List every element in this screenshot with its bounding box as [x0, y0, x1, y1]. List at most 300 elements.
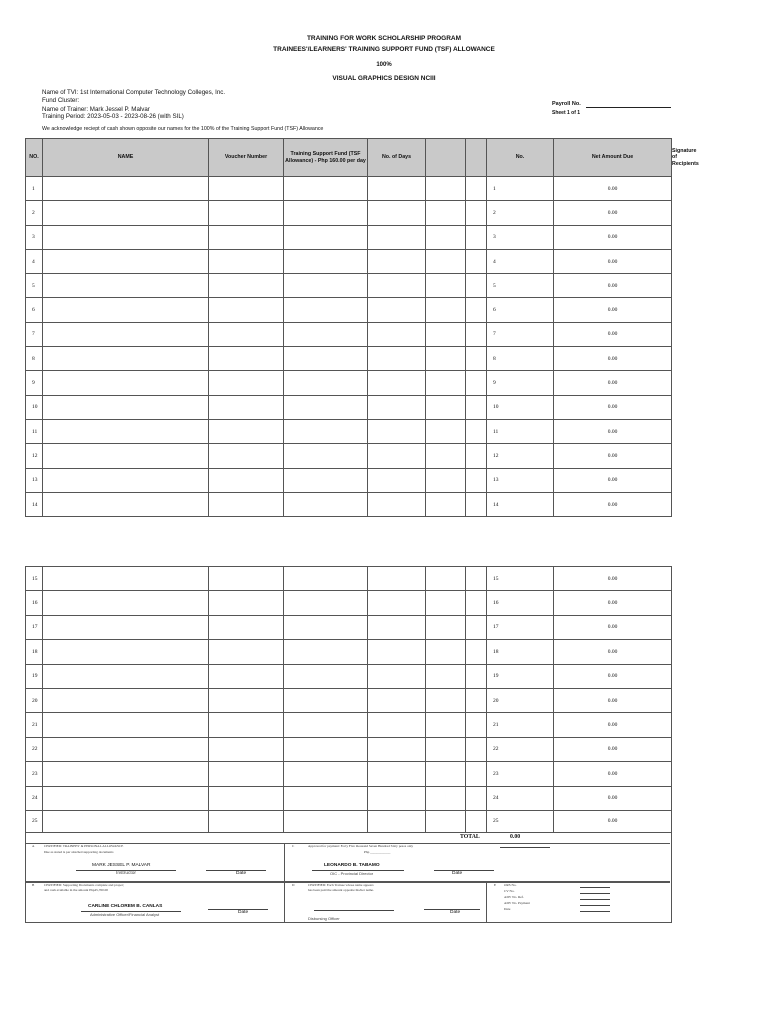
cell-days[interactable]: [368, 737, 426, 761]
cell-name[interactable]: [43, 468, 209, 492]
cell-blank-1[interactable]: [426, 395, 466, 419]
cell-name[interactable]: [43, 615, 209, 639]
cell-days[interactable]: [368, 615, 426, 639]
box-d-role: Disbursing Officer: [308, 916, 340, 921]
cell-net: 0.00: [554, 688, 672, 712]
cell-no: 2: [26, 201, 43, 225]
cell-no2: 20: [487, 688, 554, 712]
cell-blank-2[interactable]: [466, 713, 487, 737]
cell-no: 4: [26, 249, 43, 273]
cell-days[interactable]: [368, 371, 426, 395]
cell-voucher[interactable]: [209, 347, 284, 371]
cell-no2: 12: [487, 444, 554, 468]
cell-no: 8: [26, 347, 43, 371]
cell-voucher[interactable]: [209, 322, 284, 346]
cell-voucher[interactable]: [209, 786, 284, 810]
cell-name[interactable]: [43, 177, 209, 201]
cell-blank-1[interactable]: [426, 419, 466, 443]
box-e-line-3[interactable]: [580, 905, 610, 906]
cell-days[interactable]: [368, 298, 426, 322]
cell-no: 12: [26, 444, 43, 468]
cell-blank-2[interactable]: [466, 347, 487, 371]
cell-tsf[interactable]: [284, 298, 368, 322]
certification-footer: [25, 833, 672, 923]
cell-days[interactable]: [368, 419, 426, 443]
cell-blank-2[interactable]: [466, 201, 487, 225]
cell-blank-2[interactable]: [466, 810, 487, 832]
box-e-line-2[interactable]: [580, 899, 610, 900]
col-days: No. of Days: [368, 139, 426, 177]
cell-tsf[interactable]: [284, 810, 368, 832]
cell-blank-2[interactable]: [466, 664, 487, 688]
cell-net: 0.00: [554, 177, 672, 201]
cell-net: 0.00: [554, 615, 672, 639]
table-row: [26, 249, 672, 273]
table-row: [26, 762, 672, 786]
cell-no: 21: [26, 713, 43, 737]
cell-name[interactable]: [43, 762, 209, 786]
col-voucher: Voucher Number: [209, 139, 284, 177]
cell-tsf[interactable]: [284, 664, 368, 688]
box-c-letter: C: [292, 844, 295, 848]
cell-days[interactable]: [368, 468, 426, 492]
table-row: [26, 274, 672, 298]
cell-net: 0.00: [554, 201, 672, 225]
cell-tsf[interactable]: [284, 395, 368, 419]
cell-days[interactable]: [368, 444, 426, 468]
cell-net: 0.00: [554, 444, 672, 468]
cell-blank-2[interactable]: [466, 492, 487, 516]
cell-tsf[interactable]: [284, 274, 368, 298]
table-row: [26, 640, 672, 664]
cell-days[interactable]: [368, 786, 426, 810]
cell-no: 18: [26, 640, 43, 664]
cell-blank-1[interactable]: [426, 492, 466, 516]
box-d-sign-line[interactable]: [314, 910, 394, 911]
box-b-date: Date: [238, 910, 249, 915]
cell-voucher[interactable]: [209, 640, 284, 664]
box-c-php: Php ____________: [364, 850, 391, 854]
cell-blank-2[interactable]: [466, 444, 487, 468]
box-d-text2: has been paid the amount opposite his/her name.: [308, 888, 374, 892]
table-row: [26, 468, 672, 492]
cell-days[interactable]: [368, 688, 426, 712]
table-row: [26, 737, 672, 761]
cell-name[interactable]: [43, 249, 209, 273]
cell-blank-2[interactable]: [466, 615, 487, 639]
cell-voucher[interactable]: [209, 762, 284, 786]
box-e-item-1: CV No.: [504, 889, 515, 893]
cell-days[interactable]: [368, 640, 426, 664]
cell-voucher[interactable]: [209, 688, 284, 712]
cert-box-e: [486, 881, 670, 922]
cell-days[interactable]: [368, 810, 426, 832]
cell-name[interactable]: [43, 591, 209, 615]
cell-no: 3: [26, 225, 43, 249]
trainer-name: Name of Trainer: Mark Jessel P. Malvar: [42, 106, 150, 113]
cell-net: 0.00: [554, 567, 672, 591]
cell-voucher[interactable]: [209, 567, 284, 591]
cell-name[interactable]: [43, 444, 209, 468]
table-row: [26, 444, 672, 468]
cell-no2: 13: [487, 468, 554, 492]
cell-blank-2[interactable]: [466, 762, 487, 786]
cell-no2: 7: [487, 322, 554, 346]
cert-box-b: [26, 881, 285, 922]
cell-days[interactable]: [368, 322, 426, 346]
cell-blank-1[interactable]: [426, 615, 466, 639]
cell-net: 0.00: [554, 274, 672, 298]
cell-tsf[interactable]: [284, 786, 368, 810]
cell-net: 0.00: [554, 762, 672, 786]
box-e-letter: E: [494, 883, 497, 887]
cell-no2: 2: [487, 201, 554, 225]
cell-no2: 6: [487, 298, 554, 322]
table-row: [26, 713, 672, 737]
cell-name[interactable]: [43, 371, 209, 395]
cell-blank-1[interactable]: [426, 664, 466, 688]
cell-tsf[interactable]: [284, 737, 368, 761]
cell-blank-2[interactable]: [466, 274, 487, 298]
table-row: [26, 615, 672, 639]
cell-net: 0.00: [554, 640, 672, 664]
cell-no: 20: [26, 688, 43, 712]
col-blank-2: [466, 139, 487, 177]
cell-blank-2[interactable]: [466, 371, 487, 395]
cell-net: 0.00: [554, 468, 672, 492]
cell-blank-1[interactable]: [426, 249, 466, 273]
cell-blank-2[interactable]: [466, 688, 487, 712]
training-period: Training Period: 2023-05-03 - 2023-08-26 (with SIL): [42, 113, 184, 120]
payroll-label: Payroll No.: [552, 101, 581, 107]
cell-name[interactable]: [43, 786, 209, 810]
cell-blank-2[interactable]: [466, 786, 487, 810]
cell-voucher[interactable]: [209, 371, 284, 395]
table-row: [26, 492, 672, 516]
cell-no2: 4: [487, 249, 554, 273]
cell-blank-2[interactable]: [466, 298, 487, 322]
cell-no: 15: [26, 567, 43, 591]
cell-tsf[interactable]: [284, 492, 368, 516]
box-b-role: Administrative Officer/Financial Analyst: [90, 912, 160, 917]
cell-no2: 5: [487, 274, 554, 298]
cell-voucher[interactable]: [209, 713, 284, 737]
cell-tsf[interactable]: [284, 177, 368, 201]
tvi-name: Name of TVI: 1st International Computer Technology Colleges, Inc.: [42, 89, 226, 96]
box-b-letter: B: [32, 883, 35, 887]
payroll-table-part1: [25, 138, 699, 517]
box-a-text: Due as stated is per attached supporting documents: [44, 850, 114, 854]
cell-no2: 1: [487, 177, 554, 201]
cell-blank-1[interactable]: [426, 688, 466, 712]
cell-net: 0.00: [554, 225, 672, 249]
cell-name[interactable]: [43, 274, 209, 298]
allowance-title: TRAINEES'/LEARNERS' TRAINING SUPPORT FUND (TSF) ALLOWANCE: [273, 46, 495, 53]
cell-blank-2[interactable]: [466, 737, 487, 761]
cell-blank-1[interactable]: [426, 347, 466, 371]
cell-no2: 14: [487, 492, 554, 516]
cell-tsf[interactable]: [284, 225, 368, 249]
cell-blank-1[interactable]: [426, 298, 466, 322]
cell-blank-1[interactable]: [426, 640, 466, 664]
cell-voucher[interactable]: [209, 468, 284, 492]
cell-voucher[interactable]: [209, 664, 284, 688]
cell-net: 0.00: [554, 786, 672, 810]
box-e-item-4: Date: [504, 907, 511, 911]
col-no2: No.: [487, 139, 554, 177]
cell-tsf[interactable]: [284, 567, 368, 591]
cell-name[interactable]: [43, 567, 209, 591]
box-c-date: Date: [452, 871, 463, 876]
box-a-title: CERTIFIED: TRAINEES' & PERSONAL ALLOWANCE: [44, 844, 124, 848]
cell-voucher[interactable]: [209, 298, 284, 322]
cell-no: 14: [26, 492, 43, 516]
cell-name[interactable]: [43, 713, 209, 737]
cell-no2: 23: [487, 762, 554, 786]
cell-tsf[interactable]: [284, 371, 368, 395]
table-row: [26, 322, 672, 346]
cell-no: 22: [26, 737, 43, 761]
cell-tsf[interactable]: [284, 249, 368, 273]
box-a-date: Date: [236, 871, 247, 876]
cell-days[interactable]: [368, 201, 426, 225]
cell-name[interactable]: [43, 347, 209, 371]
cell-blank-1[interactable]: [426, 737, 466, 761]
cell-tsf[interactable]: [284, 591, 368, 615]
cert-box-d: [284, 881, 487, 922]
cell-blank-1[interactable]: [426, 713, 466, 737]
cell-voucher[interactable]: [209, 177, 284, 201]
cell-name[interactable]: [43, 664, 209, 688]
payroll-input-line[interactable]: [586, 107, 671, 108]
cell-blank-1[interactable]: [426, 201, 466, 225]
program-title: TRAINING FOR WORK SCHOLARSHIP PROGRAM: [306, 35, 462, 42]
cell-blank-1[interactable]: [426, 322, 466, 346]
cell-blank-1[interactable]: [426, 468, 466, 492]
cell-tsf[interactable]: [284, 347, 368, 371]
cell-tsf[interactable]: [284, 640, 368, 664]
box-e-line-4[interactable]: [580, 911, 610, 912]
cell-no: 23: [26, 762, 43, 786]
box-e-line-0[interactable]: [580, 887, 610, 888]
cell-tsf[interactable]: [284, 762, 368, 786]
cell-no2: 24: [487, 786, 554, 810]
cell-blank-2[interactable]: [466, 591, 487, 615]
box-e-item-3: ADV No. Payment: [504, 901, 530, 905]
cell-net: 0.00: [554, 492, 672, 516]
box-a-signatory: MARK JESSEL P. MALVAR: [92, 863, 151, 868]
cell-no2: 19: [487, 664, 554, 688]
cell-voucher[interactable]: [209, 274, 284, 298]
cell-blank-1[interactable]: [426, 567, 466, 591]
cell-no2: 9: [487, 371, 554, 395]
cell-no: 16: [26, 591, 43, 615]
cell-name[interactable]: [43, 395, 209, 419]
box-d-letter: D: [292, 883, 295, 887]
cell-blank-2[interactable]: [466, 640, 487, 664]
cell-days[interactable]: [368, 177, 426, 201]
total-value: 0.00: [510, 834, 521, 840]
cell-no: 6: [26, 298, 43, 322]
cell-voucher[interactable]: [209, 201, 284, 225]
box-a-letter: A: [32, 844, 35, 848]
cell-blank-2[interactable]: [466, 567, 487, 591]
cell-name[interactable]: [43, 810, 209, 832]
cell-no2: 8: [487, 347, 554, 371]
col-no: NO.: [26, 139, 43, 177]
cell-blank-2[interactable]: [466, 468, 487, 492]
cell-name[interactable]: [43, 298, 209, 322]
box-c-date-line[interactable]: [434, 870, 494, 871]
cell-net: 0.00: [554, 664, 672, 688]
cell-days[interactable]: [368, 395, 426, 419]
box-c-text: Approved for payment: Forty Five thousand Seven Hundred Sixty pesos only: [308, 844, 414, 848]
cell-blank-1[interactable]: [426, 762, 466, 786]
cell-blank-2[interactable]: [466, 249, 487, 273]
cell-blank-1[interactable]: [426, 225, 466, 249]
table-row: [26, 371, 672, 395]
qualification-title: VISUAL GRAPHICS DESIGN NCIII: [332, 75, 436, 82]
fund-cluster: Fund Cluster:: [42, 97, 80, 104]
cell-net: 0.00: [554, 810, 672, 832]
cell-no: 24: [26, 786, 43, 810]
cell-net: 0.00: [554, 249, 672, 273]
cell-voucher[interactable]: [209, 395, 284, 419]
cell-blank-1[interactable]: [426, 371, 466, 395]
col-blank-1: [426, 139, 466, 177]
cell-name[interactable]: [43, 419, 209, 443]
cell-voucher[interactable]: [209, 810, 284, 832]
box-d-date: Date: [450, 910, 461, 915]
cell-no2: 11: [487, 419, 554, 443]
table-row: [26, 664, 672, 688]
box-e-line-1[interactable]: [580, 893, 610, 894]
box-b-text1: CERTIFIED: Supporting Documents complete and proper;: [44, 883, 124, 887]
cell-days[interactable]: [368, 591, 426, 615]
cell-name[interactable]: [43, 688, 209, 712]
table-row: [26, 591, 672, 615]
cell-tsf[interactable]: [284, 201, 368, 225]
cell-no: 9: [26, 371, 43, 395]
cell-days[interactable]: [368, 225, 426, 249]
col-tsf: Training Support Fund (TSF Allowance) - Php 160.00 per day: [284, 139, 368, 177]
cell-voucher[interactable]: [209, 737, 284, 761]
cell-net: 0.00: [554, 298, 672, 322]
cell-days[interactable]: [368, 713, 426, 737]
cell-no2: 16: [487, 591, 554, 615]
cell-blank-1[interactable]: [426, 177, 466, 201]
cell-name[interactable]: [43, 225, 209, 249]
cell-no2: 15: [487, 567, 554, 591]
cell-tsf[interactable]: [284, 419, 368, 443]
cell-no: 1: [26, 177, 43, 201]
cell-blank-1[interactable]: [426, 786, 466, 810]
table-row: [26, 395, 672, 419]
cell-net: 0.00: [554, 322, 672, 346]
cell-net: 0.00: [554, 347, 672, 371]
cell-voucher[interactable]: [209, 444, 284, 468]
cell-no: 10: [26, 395, 43, 419]
table-row: [26, 786, 672, 810]
table-row: [26, 298, 672, 322]
cell-no2: 22: [487, 737, 554, 761]
cert-box-a: [26, 843, 285, 883]
table-row: [26, 567, 672, 591]
cell-blank-2[interactable]: [466, 225, 487, 249]
cell-days[interactable]: [368, 492, 426, 516]
cell-no: 11: [26, 419, 43, 443]
cell-no: 5: [26, 274, 43, 298]
cert-box-c: [284, 843, 670, 883]
cell-days[interactable]: [368, 347, 426, 371]
box-c-role: OIC - Provincial Director: [330, 871, 374, 876]
cell-name[interactable]: [43, 640, 209, 664]
cell-name[interactable]: [43, 737, 209, 761]
cell-voucher[interactable]: [209, 419, 284, 443]
cell-net: 0.00: [554, 713, 672, 737]
cell-voucher[interactable]: [209, 249, 284, 273]
cell-voucher[interactable]: [209, 591, 284, 615]
cell-tsf[interactable]: [284, 615, 368, 639]
cell-net: 0.00: [554, 591, 672, 615]
cell-net: 0.00: [554, 419, 672, 443]
cell-days[interactable]: [368, 664, 426, 688]
cell-voucher[interactable]: [209, 225, 284, 249]
cell-name[interactable]: [43, 492, 209, 516]
cell-blank-2[interactable]: [466, 419, 487, 443]
cell-days[interactable]: [368, 274, 426, 298]
box-d-text1: CERTIFIED: Each Trainee whose name appears: [308, 883, 374, 887]
cell-tsf[interactable]: [284, 444, 368, 468]
cell-no2: 17: [487, 615, 554, 639]
cell-blank-1[interactable]: [426, 274, 466, 298]
cell-no: 25: [26, 810, 43, 832]
cell-net: 0.00: [554, 371, 672, 395]
cell-blank-1[interactable]: [426, 591, 466, 615]
box-b-signatory: CARLINE CHLOREM B. CANLAS: [88, 904, 163, 909]
table-row: [26, 688, 672, 712]
cell-tsf[interactable]: [284, 322, 368, 346]
cell-no2: 21: [487, 713, 554, 737]
payroll-table-part2: [25, 566, 672, 833]
cell-blank-2[interactable]: [466, 395, 487, 419]
table-row: [26, 810, 672, 832]
box-c-signatory: LEONARDO B. TABAMO: [324, 863, 380, 868]
sheet-label: Sheet 1 of 1: [552, 110, 581, 116]
cell-tsf[interactable]: [284, 713, 368, 737]
cell-tsf[interactable]: [284, 688, 368, 712]
cell-name[interactable]: [43, 322, 209, 346]
cell-blank-2[interactable]: [466, 177, 487, 201]
col-net: Net Amount Due: [554, 139, 672, 177]
cell-tsf[interactable]: [284, 468, 368, 492]
table-row: [26, 347, 672, 371]
cell-days[interactable]: [368, 249, 426, 273]
cell-voucher[interactable]: [209, 492, 284, 516]
box-e-item-2: ADV No. Ref.: [504, 895, 524, 899]
table-row: [26, 225, 672, 249]
cell-blank-1[interactable]: [426, 444, 466, 468]
cell-no: 19: [26, 664, 43, 688]
cell-blank-2[interactable]: [466, 322, 487, 346]
cell-voucher[interactable]: [209, 615, 284, 639]
cell-name[interactable]: [43, 201, 209, 225]
cell-days[interactable]: [368, 762, 426, 786]
cell-blank-1[interactable]: [426, 810, 466, 832]
cell-no: 13: [26, 468, 43, 492]
cell-days[interactable]: [368, 567, 426, 591]
cell-net: 0.00: [554, 395, 672, 419]
